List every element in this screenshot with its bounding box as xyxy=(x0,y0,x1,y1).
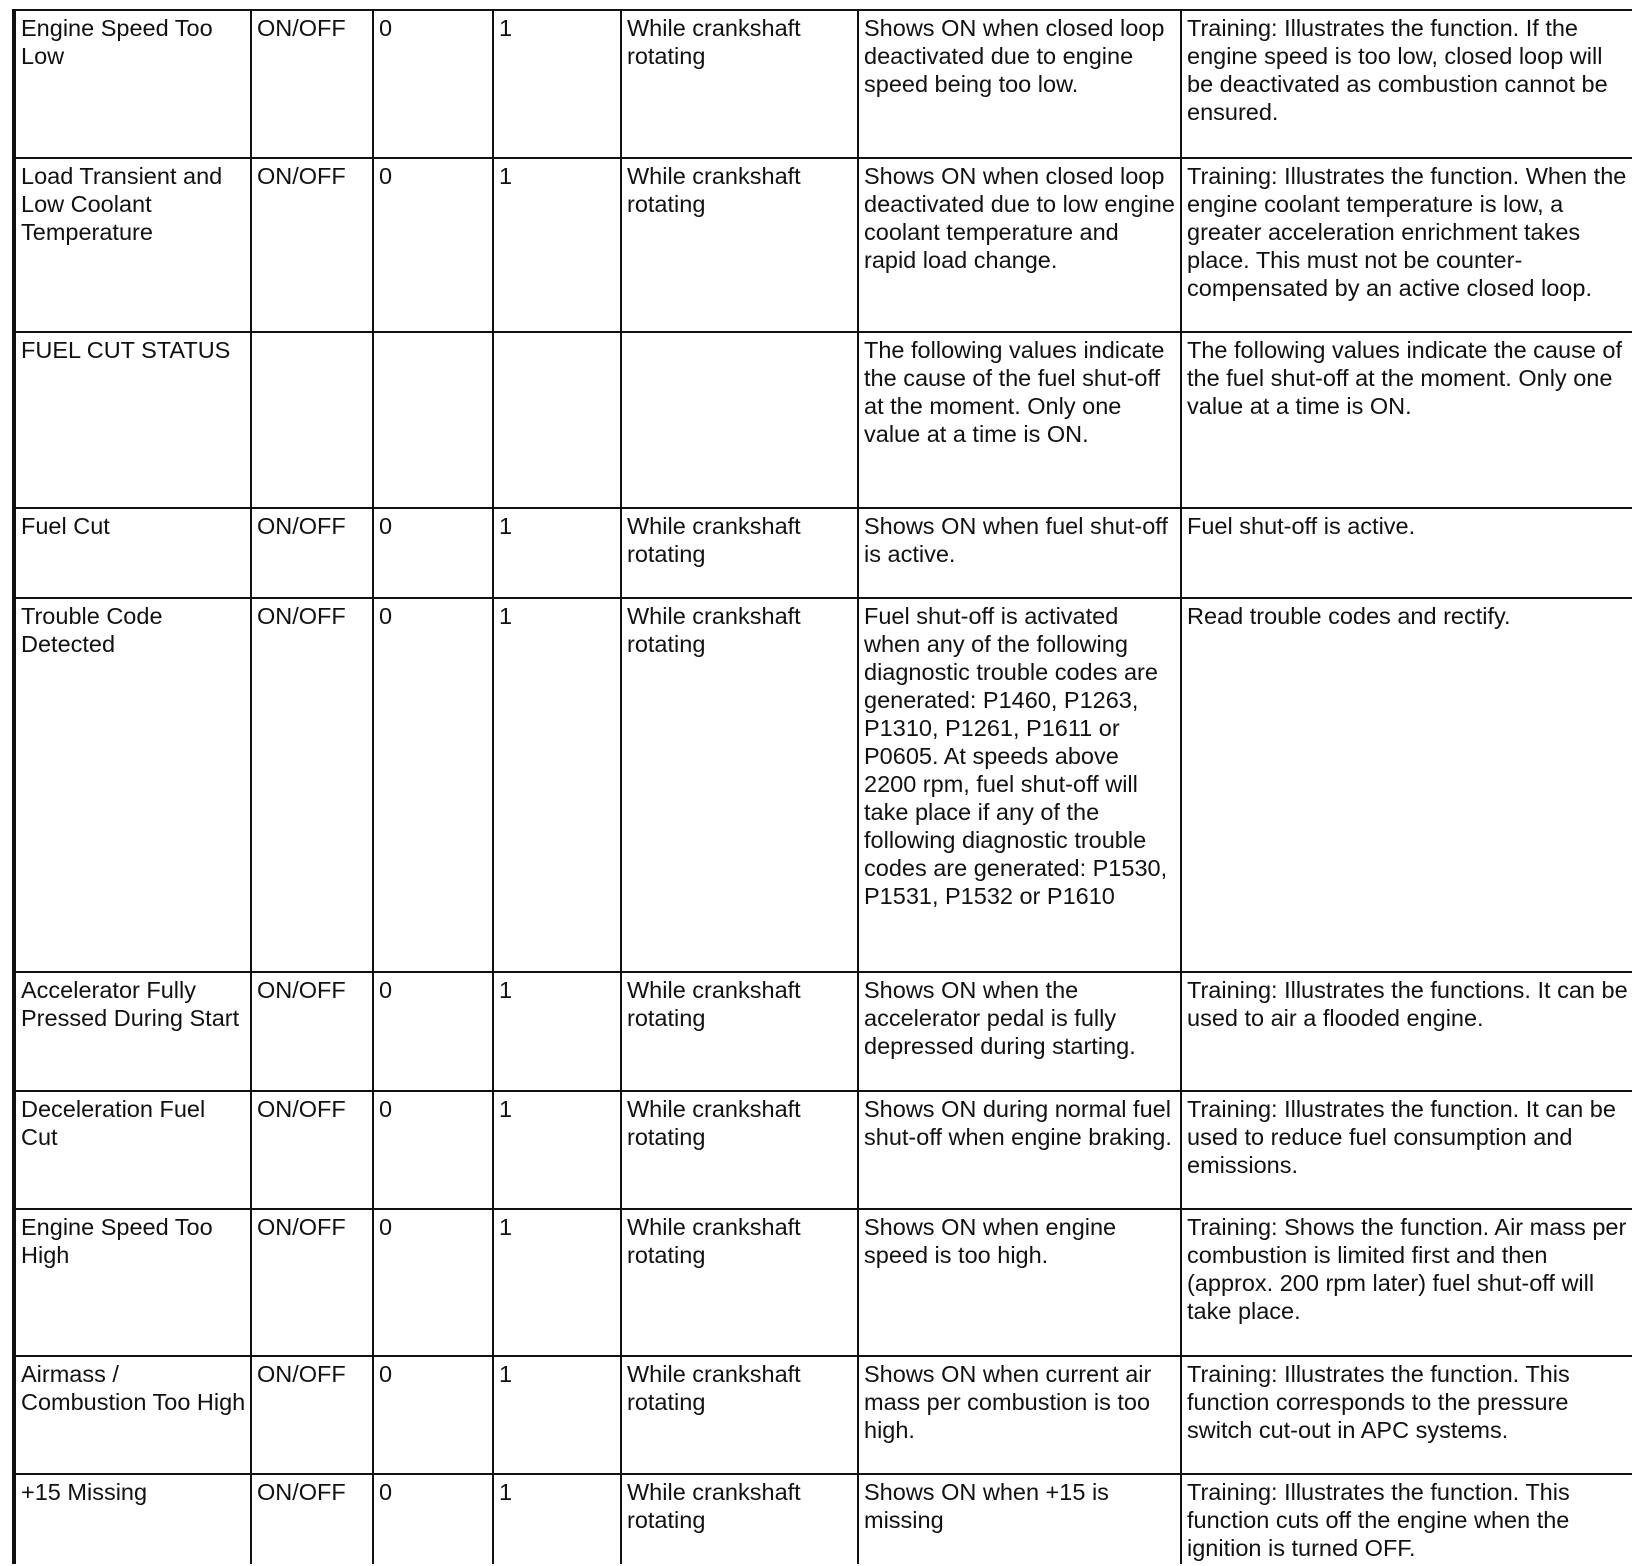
parameter-comment: Training: Illustrates the function. This function corresponds to the pressure switch cut-out in APC systems. xyxy=(1181,1356,1632,1474)
parameter-comment: Read trouble codes and rectify. xyxy=(1181,598,1632,972)
parameter-name: Fuel Cut xyxy=(14,508,251,598)
parameter-description: The following values indicate the cause of the fuel shut-off at the moment. Only one value at a time is ON. xyxy=(858,332,1181,508)
parameter-type: ON/OFF xyxy=(251,10,373,158)
table-row xyxy=(14,1474,1632,1564)
parameter-min: 0 xyxy=(373,1209,493,1356)
parameter-condition: While crankshaft rotating xyxy=(621,1209,858,1356)
parameter-type: ON/OFF xyxy=(251,1209,373,1356)
parameter-min: 0 xyxy=(373,598,493,972)
parameter-description: Shows ON when engine speed is too high. xyxy=(858,1209,1181,1356)
table-row xyxy=(14,10,1632,158)
table-row xyxy=(14,1091,1632,1209)
parameter-description: Shows ON when closed loop deactivated due to engine speed being too low. xyxy=(858,10,1181,158)
parameter-max: 1 xyxy=(493,1209,621,1356)
parameter-name: Engine Speed Too Low xyxy=(14,10,251,158)
parameter-description: Shows ON during normal fuel shut-off when engine braking. xyxy=(858,1091,1181,1209)
parameter-comment: Training: Illustrates the function. When the engine coolant temperature is low, a greater acceleration enrichment takes place. This must not be counter-compensated by an active closed loop. xyxy=(1181,158,1632,332)
parameter-description: Shows ON when current air mass per combustion is too high. xyxy=(858,1356,1181,1474)
parameter-comment: Training: Illustrates the function. It can be used to reduce fuel consumption and emissions. xyxy=(1181,1091,1632,1209)
parameter-min: 0 xyxy=(373,1091,493,1209)
parameter-condition: While crankshaft rotating xyxy=(621,1091,858,1209)
parameter-comment: The following values indicate the cause of the fuel shut-off at the moment. Only one value at a time is ON. xyxy=(1181,332,1632,508)
parameter-condition xyxy=(621,332,858,508)
parameter-max: 1 xyxy=(493,508,621,598)
parameter-type: ON/OFF xyxy=(251,1356,373,1474)
parameter-description: Shows ON when +15 is missing xyxy=(858,1474,1181,1564)
table-row xyxy=(14,1356,1632,1474)
parameter-name: Trouble Code Detected xyxy=(14,598,251,972)
table-row-section-header xyxy=(14,332,1632,508)
parameter-condition: While crankshaft rotating xyxy=(621,1356,858,1474)
parameter-name: Deceleration Fuel Cut xyxy=(14,1091,251,1209)
parameter-comment: Fuel shut-off is active. xyxy=(1181,508,1632,598)
parameter-condition: While crankshaft rotating xyxy=(621,158,858,332)
parameter-name: +15 Missing xyxy=(14,1474,251,1564)
parameter-min: 0 xyxy=(373,972,493,1091)
parameter-condition: While crankshaft rotating xyxy=(621,508,858,598)
section-title: FUEL CUT STATUS xyxy=(14,332,251,508)
parameter-max: 1 xyxy=(493,1474,621,1564)
parameter-name xyxy=(14,972,251,1091)
parameter-name: Engine Speed Too High xyxy=(14,1209,251,1356)
parameter-comment: Training: Illustrates the function. This function cuts off the engine when the ignition is turned OFF. xyxy=(1181,1474,1632,1564)
parameter-table xyxy=(12,9,1632,1564)
parameter-max: 1 xyxy=(493,972,621,1091)
parameter-min: 0 xyxy=(373,508,493,598)
parameter-min xyxy=(373,332,493,508)
parameter-condition: While crankshaft rotating xyxy=(621,972,858,1091)
parameter-type: ON/OFF xyxy=(251,508,373,598)
parameter-min: 0 xyxy=(373,158,493,332)
parameter-description: Shows ON when fuel shut-off is active. xyxy=(858,508,1181,598)
parameter-max: 1 xyxy=(493,1091,621,1209)
parameter-type: ON/OFF xyxy=(251,1091,373,1209)
parameter-type: ON/OFF xyxy=(251,1474,373,1564)
parameter-max: 1 xyxy=(493,158,621,332)
parameter-type: ON/OFF xyxy=(251,158,373,332)
table-row xyxy=(14,598,1632,972)
parameter-condition: While crankshaft rotating xyxy=(621,598,858,972)
table-row xyxy=(14,972,1632,1091)
parameter-max xyxy=(493,332,621,508)
parameter-name-text: Accelerator Fully Pressed During Start xyxy=(21,977,240,1031)
parameter-description: Shows ON when closed loop deactivated due to low engine coolant temperature and rapid load change. xyxy=(858,158,1181,332)
table-row xyxy=(14,1209,1632,1356)
parameter-min: 0 xyxy=(373,1474,493,1564)
parameter-comment: Training: Illustrates the function. If the engine speed is too low, closed loop will be deactivated as combustion cannot be ensured. xyxy=(1181,10,1632,158)
parameter-condition: While crankshaft rotating xyxy=(621,1474,858,1564)
parameter-comment: Training: Shows the function. Air mass per combustion is limited first and then (approx. 200 rpm later) fuel shut-off will take place. xyxy=(1181,1209,1632,1356)
parameter-type: ON/OFF xyxy=(251,598,373,972)
parameter-condition: While crankshaft rotating xyxy=(621,10,858,158)
parameter-description: Fuel shut-off is activated when any of the following diagnostic trouble codes are generated: P1460, P1263, P1310, P1261, P1611 or P0605. At speeds above 2200 rpm, fuel shut-off will take place if any of the following diagnostic trouble codes are generated: P1530, P1531, P1532 or P1610 xyxy=(858,598,1181,972)
table-row xyxy=(14,508,1632,598)
parameter-description: Shows ON when the accelerator pedal is fully depressed during starting. xyxy=(858,972,1181,1091)
parameter-type xyxy=(251,332,373,508)
parameter-min: 0 xyxy=(373,10,493,158)
parameter-type: ON/OFF xyxy=(251,972,373,1091)
table-row xyxy=(14,158,1632,332)
parameter-min: 0 xyxy=(373,1356,493,1474)
parameter-max: 1 xyxy=(493,10,621,158)
parameter-max: 1 xyxy=(493,598,621,972)
parameter-max: 1 xyxy=(493,1356,621,1474)
parameter-comment: Training: Illustrates the functions. It can be used to air a flooded engine. xyxy=(1181,972,1632,1091)
parameter-name: Load Transient and Low Coolant Temperature xyxy=(14,158,251,332)
parameter-name: Airmass / Combustion Too High xyxy=(14,1356,251,1474)
